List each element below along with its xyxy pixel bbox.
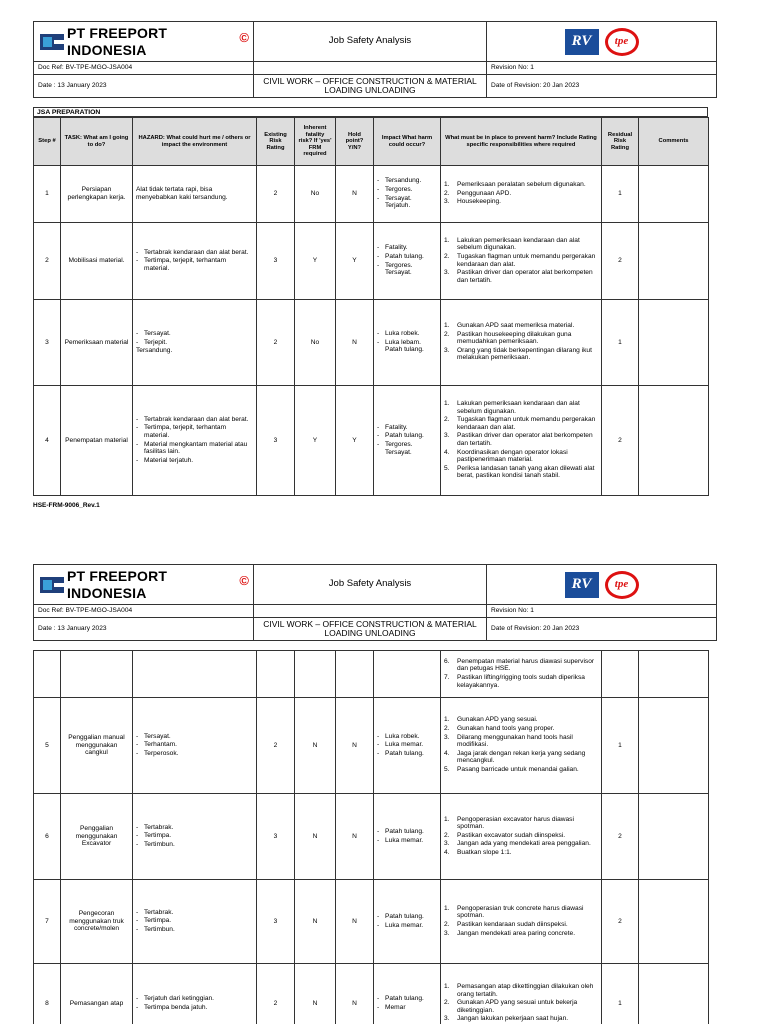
jsa-table-page-2 — [33, 650, 709, 1024]
dash-list — [377, 733, 437, 758]
list-item: - Terjepit. — [136, 339, 253, 347]
list-item: - Luka robek. — [377, 330, 437, 338]
document-header-2 — [33, 564, 717, 641]
dash-list — [136, 995, 253, 1011]
list-item: - Tertabrak kendaraan dan alat berat. — [136, 416, 253, 424]
list-item: 3. Jangan lakukan pekerjaan saat hujan. — [444, 1015, 569, 1023]
list-item: - Terhantam. — [136, 741, 253, 749]
cell-text: Pemeriksaan material — [64, 338, 129, 346]
cell-text: 1 — [45, 190, 49, 198]
doc-date: Date : 13 January 2023 — [34, 74, 254, 98]
cell-text: 2 — [618, 917, 622, 925]
cell-text: 6 — [45, 832, 49, 840]
numbered-list — [444, 716, 598, 773]
cell-text: 2 — [45, 257, 49, 265]
impact-cell — [374, 651, 441, 698]
cell-text: 2 — [618, 436, 622, 444]
list-item: 1. Pengoperasian excavator harus diawasi spotman. — [444, 815, 574, 831]
cell-text: Y — [352, 436, 357, 444]
tpe-logo-icon: tpe — [605, 28, 639, 56]
doc-ref: Doc Ref: BV-TPE-MGO-JSA004 — [34, 62, 254, 75]
list-item: 1. Pemeriksaan peralatan sebelum digunakan. — [444, 181, 586, 189]
list-item: - Patah tulang. — [377, 253, 437, 261]
cell-text: N — [312, 999, 318, 1007]
list-item: - Tertabrak. — [136, 824, 253, 832]
list-item: 3. Orang yang tidak berkepentingan dilarang ikut melakukan pemeriksaan. — [444, 346, 592, 362]
list-item: - Tergores. — [377, 186, 437, 194]
list-item: - Tertabrak kendaraan dan alat berat. — [136, 249, 253, 257]
cell-text: 5 — [45, 741, 49, 749]
list-item: - Material terjatuh. — [136, 457, 253, 465]
controls-cell — [441, 651, 602, 698]
impact-cell — [374, 698, 441, 794]
list-item: - Tertimpa benda jatuh. — [136, 1004, 253, 1012]
list-item: - Tersandung. — [377, 177, 437, 185]
column-header: Comments — [639, 118, 709, 166]
cell-text: Y — [312, 436, 318, 444]
hold-point-cell — [336, 794, 374, 880]
company-logo-cell — [34, 565, 254, 605]
list-item: - Tertimpa. — [136, 917, 253, 925]
impact-cell — [374, 880, 441, 964]
comments-cell — [639, 651, 709, 698]
controls-cell — [441, 794, 602, 880]
cell-text: Pemasangan atap — [69, 999, 124, 1007]
list-item: - Tertabrak. — [136, 909, 253, 917]
residual-rating-cell — [602, 880, 639, 964]
cell-text: 1 — [618, 741, 622, 749]
list-item: - Tertimpa, terjepit, terhantam material. — [136, 424, 253, 439]
cell-text: 4 — [45, 436, 49, 444]
risk-rating-cell — [257, 964, 295, 1024]
cell-text: Penempatan material — [65, 436, 128, 444]
cell-text: Persiapan perlengkapan kerja. — [67, 186, 126, 201]
list-item: - Patah tulang. — [377, 995, 437, 1003]
column-header: Residual Risk Rating — [602, 118, 639, 166]
fatality-risk-cell — [295, 964, 336, 1024]
cell-text: 3 — [273, 436, 278, 444]
dash-list — [136, 909, 253, 934]
dash-list — [377, 913, 437, 929]
tpe-logo-icon: tpe — [605, 571, 639, 599]
hold-point-cell — [336, 651, 374, 698]
list-item: 3. Housekeeping. — [444, 198, 501, 206]
revision-no: Revision No: 1 — [487, 62, 717, 75]
partner-logos — [487, 565, 717, 605]
list-item: 4. Koordinasikan dengan operator lokasi pastipenerimaan material. — [444, 448, 568, 464]
cell-text: 8 — [45, 999, 49, 1007]
task-cell — [61, 698, 133, 794]
doc-ref: Doc Ref: BV-TPE-MGO-JSA004 — [34, 605, 254, 618]
risk-rating-cell — [257, 698, 295, 794]
cell-text: Pengecoran menggunakan truk concrete/molen — [69, 910, 124, 933]
cell-text: Alat tidak tertata rapi, bisa menyebabkan kaki tersandung. — [136, 186, 228, 201]
cell-text: Tersandung. — [136, 347, 173, 355]
numbered-list — [444, 816, 598, 857]
comments-cell — [639, 964, 709, 1024]
section-label: JSA PREPARATION — [33, 107, 708, 117]
list-item: 2. Tugaskan flagman untuk memandu pergerakan kendaraan dan alat. — [444, 252, 596, 268]
freeport-logo-icon — [40, 577, 64, 593]
list-item: - Luka memar. — [377, 741, 437, 749]
table-row — [34, 794, 709, 880]
list-item: 2. Gunakan hand tools yang proper. — [444, 725, 555, 733]
swirl-icon: © — [239, 30, 249, 46]
fatality-risk-cell — [295, 698, 336, 794]
cell-text: Y — [352, 257, 357, 265]
dash-list — [136, 824, 253, 849]
list-item: - Fatality. — [377, 244, 437, 252]
cell-text: N — [352, 338, 357, 346]
company-name: PT FREEPORT INDONESIA — [66, 568, 168, 601]
company-name: PT FREEPORT INDONESIA — [66, 25, 168, 58]
hold-point-cell — [336, 964, 374, 1024]
list-item: 4. Jaga jarak dengan rekan kerja yang sedang mencangkul. — [444, 749, 586, 765]
swirl-icon: © — [239, 573, 249, 589]
list-item: 5. Pasang barricade untuk menandai galian. — [444, 765, 579, 773]
column-header: What must be in place to prevent harm? Include Rating specific responsibilities where required — [441, 118, 602, 166]
list-item: 3. Pastikan driver dan operator alat berkompeten dan tertatih. — [444, 269, 593, 284]
list-item: 4. Buatkan slope 1:1. — [444, 848, 512, 856]
list-item: - Luka memar. — [377, 922, 437, 930]
task-cell — [61, 964, 133, 1024]
doc-date: Date : 13 January 2023 — [34, 617, 254, 641]
task-cell — [61, 651, 133, 698]
list-item: - Patah tulang. — [377, 913, 437, 921]
cell-text: 2 — [618, 832, 622, 840]
list-item: - Fatality. — [377, 424, 437, 432]
list-item: 6. Penempatan material harus diawasi supervisor dan petugas HSE. — [444, 657, 595, 673]
comments-cell — [639, 880, 709, 964]
table-row — [34, 880, 709, 964]
hold-point-cell — [336, 698, 374, 794]
cell-text: N — [352, 741, 357, 749]
list-item: - Material mengkantam material atau fasilitas lain. — [136, 441, 253, 456]
list-item: 2. Gunakan APD yang sesuai untuk bekerja diketinggian. — [444, 999, 578, 1014]
list-item: - Tergores. Tersayat. — [377, 441, 437, 456]
project-title: CIVIL WORK – OFFICE CONSTRUCTION & MATERIAL LOADING UNLOADING — [254, 617, 487, 641]
list-item: - Luka robek. — [377, 733, 437, 741]
list-item: 2. Pastikan housekeeping dilakukan guna memudahkan pemeriksaan. — [444, 330, 572, 346]
task-cell — [61, 880, 133, 964]
date-of-revision: Date of Revision: 20 Jan 2023 — [487, 617, 717, 641]
list-item: - Luka memar. — [377, 837, 437, 845]
column-header: HAZARD: What could hurt me / others or impact the environment — [133, 118, 257, 166]
list-item: - Tergores. Tersayat. — [377, 262, 437, 277]
list-item: 3. Pastikan driver dan operator alat berkompeten dan tertatih. — [444, 432, 593, 447]
list-item: 2. Tugaskan flagman untuk memandu pergerakan kendaraan dan alat. — [444, 416, 596, 431]
risk-rating-cell — [257, 651, 295, 698]
column-header: TASK: What am I going to do? — [61, 118, 133, 166]
cell-text: N — [352, 917, 357, 925]
list-item: 2. Pastikan kendaraan sudah diinspeksi. — [444, 921, 568, 928]
list-item: 1. Lakukan pemeriksaan kendaraan dan alat sebelum digunakan. — [444, 236, 580, 252]
list-item: - Tersayat. Terjatuh. — [377, 195, 437, 210]
residual-rating-cell — [602, 698, 639, 794]
doc-title: Job Safety Analysis — [254, 565, 487, 605]
cell-text: 3 — [45, 338, 49, 346]
controls-cell — [441, 698, 602, 794]
doc-title: Job Safety Analysis — [254, 22, 487, 62]
list-item: 5. Periksa landasan tanah yang akan dilewati alat berat, pastikan kondisi tanah stabil. — [444, 464, 595, 480]
list-item: 2. Penggunaan APD. — [444, 189, 512, 197]
controls-cell — [441, 964, 602, 1024]
table-row — [34, 698, 709, 794]
list-item: - Tertimpa, terjepit, terhantam material. — [136, 257, 253, 272]
cell-text: N — [352, 999, 357, 1007]
dash-list — [377, 995, 437, 1011]
list-item: - Tersayat. — [136, 733, 253, 741]
column-header: Hold point? Y/N? — [336, 118, 374, 166]
step-cell — [34, 964, 61, 1024]
column-header: Step # — [34, 118, 61, 166]
fatality-risk-cell — [295, 880, 336, 964]
list-item: - Tertimpa. — [136, 832, 253, 840]
cell-text: N — [352, 832, 357, 840]
risk-rating-cell — [257, 880, 295, 964]
list-item: 1. Lakukan pemeriksaan kendaraan dan alat sebelum digunakan. — [444, 400, 580, 415]
list-item: 1. Gunakan APD saat memeriksa material. — [444, 322, 575, 330]
residual-rating-cell — [602, 794, 639, 880]
project-title: CIVIL WORK – OFFICE CONSTRUCTION & MATERIAL LOADING UNLOADING — [254, 74, 487, 98]
column-header: Existing Risk Rating — [257, 118, 295, 166]
cell-text: No — [310, 338, 320, 346]
cell-text: N — [312, 741, 318, 749]
list-item: 1. Pengoperasian truk concrete harus diawasi spotman. — [444, 904, 584, 920]
list-item: - Tersayat. — [136, 330, 253, 338]
list-item: 3. Jangan mendekati area paring concrete. — [444, 929, 576, 937]
cell-text: 3 — [273, 257, 278, 265]
list-item: 3. Jangan ada yang mendekati area penggalian. — [444, 840, 591, 848]
residual-rating-cell — [602, 651, 639, 698]
cell-text: 3 — [273, 917, 278, 925]
cell-text: 2 — [618, 257, 622, 265]
hold-point-cell — [336, 880, 374, 964]
cell-text: Mobilisasi material. — [68, 257, 125, 265]
hazard-cell — [133, 794, 257, 880]
hazard-cell — [133, 651, 257, 698]
numbered-list — [444, 658, 598, 689]
cell-text: Penggalian menggunakan Excavator — [75, 825, 118, 848]
cell-text: Penggalian manual menggunakan cangkul — [68, 734, 125, 757]
cell-text: 1 — [618, 999, 622, 1007]
list-item: - Terjatuh dari ketinggian. — [136, 995, 253, 1003]
list-item: - Terperosok. — [136, 750, 253, 758]
cell-text: N — [312, 832, 318, 840]
hazard-cell — [133, 964, 257, 1024]
cell-text: No — [310, 190, 320, 198]
cell-text: 3 — [273, 832, 278, 840]
cell-text: 2 — [273, 999, 278, 1007]
list-item: - Patah tulang. — [377, 828, 437, 836]
dash-list — [377, 828, 437, 844]
step-cell — [34, 794, 61, 880]
comments-cell — [639, 794, 709, 880]
list-item: - Memar — [377, 1004, 437, 1012]
risk-rating-cell — [257, 794, 295, 880]
cell-text: N — [352, 190, 357, 198]
list-item: - Patah tulang. — [377, 750, 437, 758]
rv-logo-icon: RV — [565, 572, 599, 598]
table-row — [34, 651, 709, 698]
list-item: 3. Dilarang menggunakan hand tools hasil modifikasi. — [444, 733, 573, 749]
step-cell — [34, 651, 61, 698]
step-cell — [34, 880, 61, 964]
task-cell — [61, 794, 133, 880]
hazard-cell — [133, 880, 257, 964]
form-code: HSE-FRM-9006_Rev.1 — [33, 502, 100, 509]
cell-text: 2 — [273, 190, 278, 198]
cell-text: 1 — [618, 338, 622, 346]
step-cell — [34, 698, 61, 794]
list-item: - Patah tulang. — [377, 432, 437, 440]
list-item: 1. Pemasangan atap dikettinggian dilakukan oleh orang tertatih. — [444, 983, 594, 998]
comments-cell — [639, 698, 709, 794]
fatality-risk-cell — [295, 794, 336, 880]
list-item: 7. Pastikan lifting/rigging tools sudah diperiksa kelayakannya. — [444, 674, 585, 689]
column-header: Impact What harm could occur? — [374, 118, 441, 166]
residual-rating-cell — [602, 964, 639, 1024]
hazard-cell — [133, 698, 257, 794]
impact-cell — [374, 964, 441, 1024]
numbered-list — [444, 983, 598, 1023]
cell-text: N — [312, 917, 318, 925]
revision-no: Revision No: 1 — [487, 605, 717, 618]
date-of-revision: Date of Revision: 20 Jan 2023 — [487, 74, 717, 98]
list-item: 2. Pastikan excavator sudah diinspeksi. — [444, 831, 566, 839]
controls-cell — [441, 880, 602, 964]
list-item: 1. Gunakan APD yang sesuai. — [444, 716, 538, 724]
cell-text: 2 — [273, 741, 278, 749]
list-item: - Tertimbun. — [136, 926, 253, 934]
cell-text: 2 — [273, 338, 278, 346]
table-row — [34, 964, 709, 1024]
dash-list — [136, 733, 253, 758]
impact-cell — [374, 794, 441, 880]
list-item: - Luka lebam. Patah tulang. — [377, 339, 437, 354]
cell-text: 1 — [618, 190, 622, 198]
cell-text: Y — [312, 257, 318, 265]
cell-text: 7 — [45, 917, 49, 925]
list-item: - Tertimbun. — [136, 841, 253, 849]
rv-logo-icon: RV — [565, 29, 599, 55]
column-header: Inherent fatality risk? If 'yes' FRM required — [295, 118, 336, 166]
numbered-list — [444, 905, 598, 937]
fatality-risk-cell — [295, 651, 336, 698]
